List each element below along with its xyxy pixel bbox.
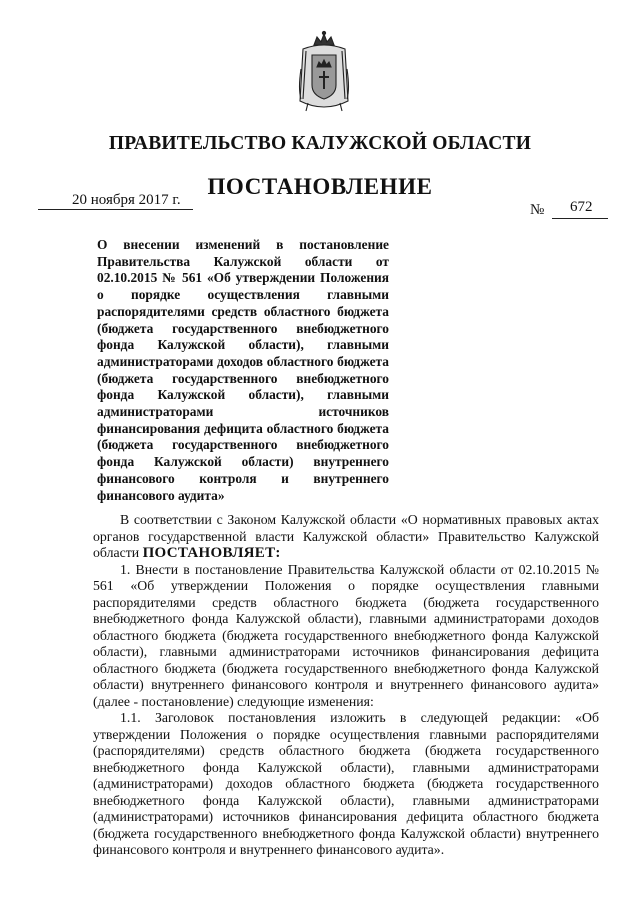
resolution-verb: ПОСТАНОВЛЯЕТ:: [142, 545, 281, 561]
number-label: №: [530, 202, 545, 218]
coat-of-arms-icon: [293, 29, 355, 115]
document-number: 672: [570, 199, 593, 215]
government-title: ПРАВИТЕЛЬСТВО КАЛУЖСКОЙ ОБЛАСТИ: [108, 133, 532, 154]
item-1: 1. Внести в постановление Правительства Калужской области от 02.10.2015 № 561 «Об утверждении Положения о порядке осуществления главными распорядителями средств областного бюджета (бюджета государственного внебюджетного фонда Калужской области), главными администраторами доходов областного бюджета (бюджета государственного внебюджетного фонда Калужской области), главными администраторами источников финансирования дефицита областного бюджета (бюджета государственного внебюджетного фонда Калужской области) внутреннего финансового контроля и внутреннего финансового аудита» (далее - постановление) следующие изменения:: [93, 561, 599, 709]
document-type: ПОСТАНОВЛЕНИЕ: [207, 174, 433, 199]
preamble: [93, 512, 599, 562]
item-1-1: 1.1. Заголовок постановления изложить в следующей редакции: «Об утверждении Положения о порядке осуществления главными распорядителями (распорядителями) средств областного бюджета (бюджета государственного внебюджетного фонда Калужской области), главными администраторами (администраторами) доходов областного бюджета (бюджета государственного внебюджетного фонда Калужской области), главными администраторами (администраторами) источников финансирования дефицита областного бюджета (бюджета государственного внебюджетного фонда Калужской области) внутреннего финансового контроля и внутреннего финансового аудита».: [93, 710, 599, 857]
preamble-text: В соответствии с Законом Калужской области «О нормативных правовых актах органов государственной власти Калужской области» Правительство Калужской области: [93, 512, 599, 560]
document-date: 20 ноября 2017 г.: [72, 192, 181, 208]
number-underline: [552, 218, 608, 219]
date-underline: [38, 209, 193, 210]
document-subject: О внесении изменений в постановление Правительства Калужской области от 02.10.2015 № 561 «Об утверждении Положения о порядке осуществления главными распорядителями средств областного бюджета (бюджета государственного внебюджетного фонда Калужской области), главными администраторами доходов областного бюджета (бюджета государственного внебюджетного фонда Калужской области), главными администраторами источников финансирования дефицита областного бюджета (бюджета государственного внебюджетного фонда Калужской области) внутреннего финансового контроля и внутреннего финансового аудита»: [97, 237, 389, 503]
document-body: [93, 512, 599, 859]
